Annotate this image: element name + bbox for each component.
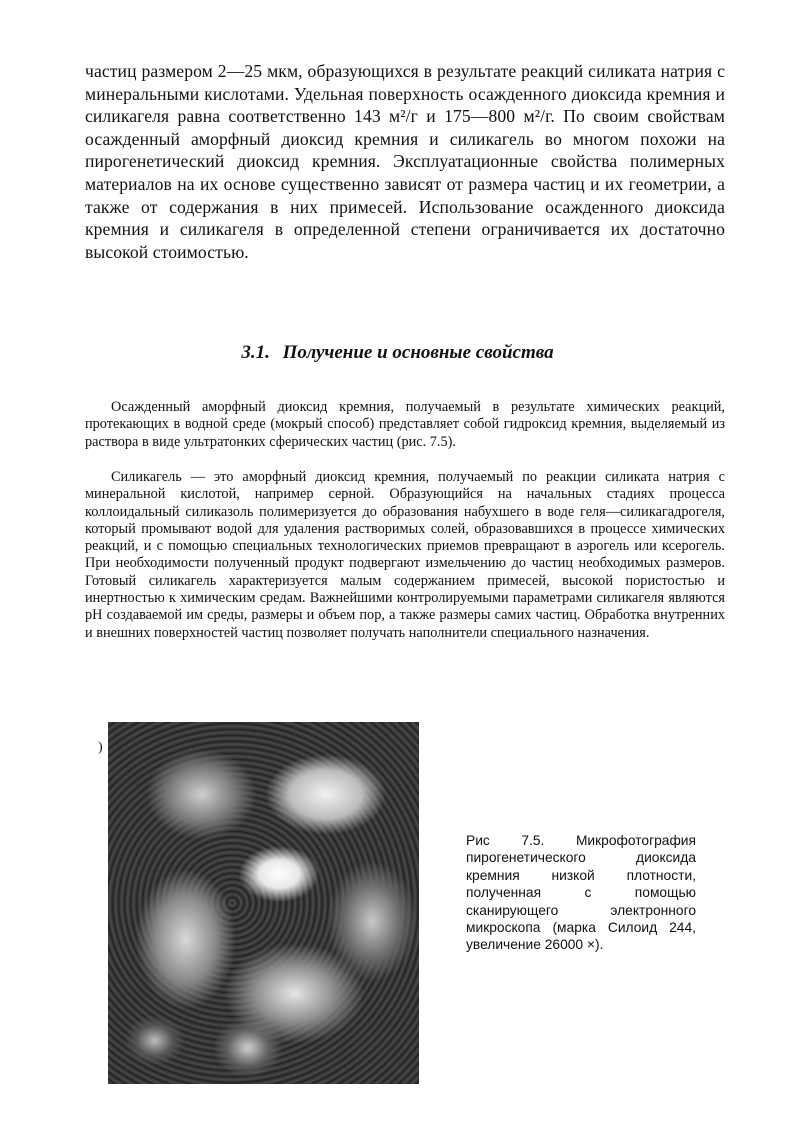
section-number: 3.1. <box>241 342 270 363</box>
section-heading <box>0 342 795 364</box>
paragraph-silica-gel: Силикагель — это аморфный диоксид кремния, получаемый по реакции силиката натрия с минеральной кислотой, например серной. Образующийся на начальных стадиях процесса коллоидальный силиказоль полимеризуется до образования набухшего в воде геля—силикагадрогеля, который промывают водой для удаления растворимых солей, образовавшихся в процессе химических реакций, и с помощью специальных технологических приемов превращают в аэрогель или ксерогель. При необходимости полученный продукт подвергают измельчению до частиц необходимых размеров. Готовый силикагель характеризуется малым содержанием примесей, высокой пористостью и инертностью к химическим средам. Важнейшими контролируемыми параметрами силикагеля являются pH создаваемой им среды, размеры и объем пор, а также размеры самих частиц. Обработка внутренних и внешних поверхностей частиц позволяет получать наполнители специального назначения. <box>85 469 725 641</box>
figure-margin-mark: ) <box>98 740 103 755</box>
top-paragraph: частиц размером 2—25 мкм, образующихся в результате реакций силиката натрия с минеральными кислотами. Удельная поверхность осажденного диоксида кремния и силикагеля равна соответственно 143 м²/г и 175—800 м²/г. По своим свойствам осажденный аморфный диоксид кремния и силикагель во многом похожи на пирогенетический диоксид кремния. Эксплуатационные свойства полимерных материалов на их основе существенно зависят от размера частиц и их геометрии, а также от содержания в них примесей. Использование осажденного диоксида кремния и силикагеля в определенной степени ограничивается их достаточно высокой стоимостью. <box>85 61 725 262</box>
sem-micrograph-image <box>108 722 419 1084</box>
section-title: Получение и основные свойства <box>282 342 554 363</box>
figure-caption: Рис 7.5. Микрофотография пирогенетического диоксида кремния низкой плотности, полученная с помощью сканирующего электронного микроскопа (марка Силоид 244, увеличение 26000 ×). <box>466 833 696 953</box>
paragraph-precipitated-silica: Осажденный аморфный диоксид кремния, получаемый в результате химических реакций, протекающих в водной среде (мокрый способ) представляет собой гидроксид кремния, выделяемый из раствора в виде ультратонких сферических частиц (рис. 7.5). <box>85 399 725 450</box>
